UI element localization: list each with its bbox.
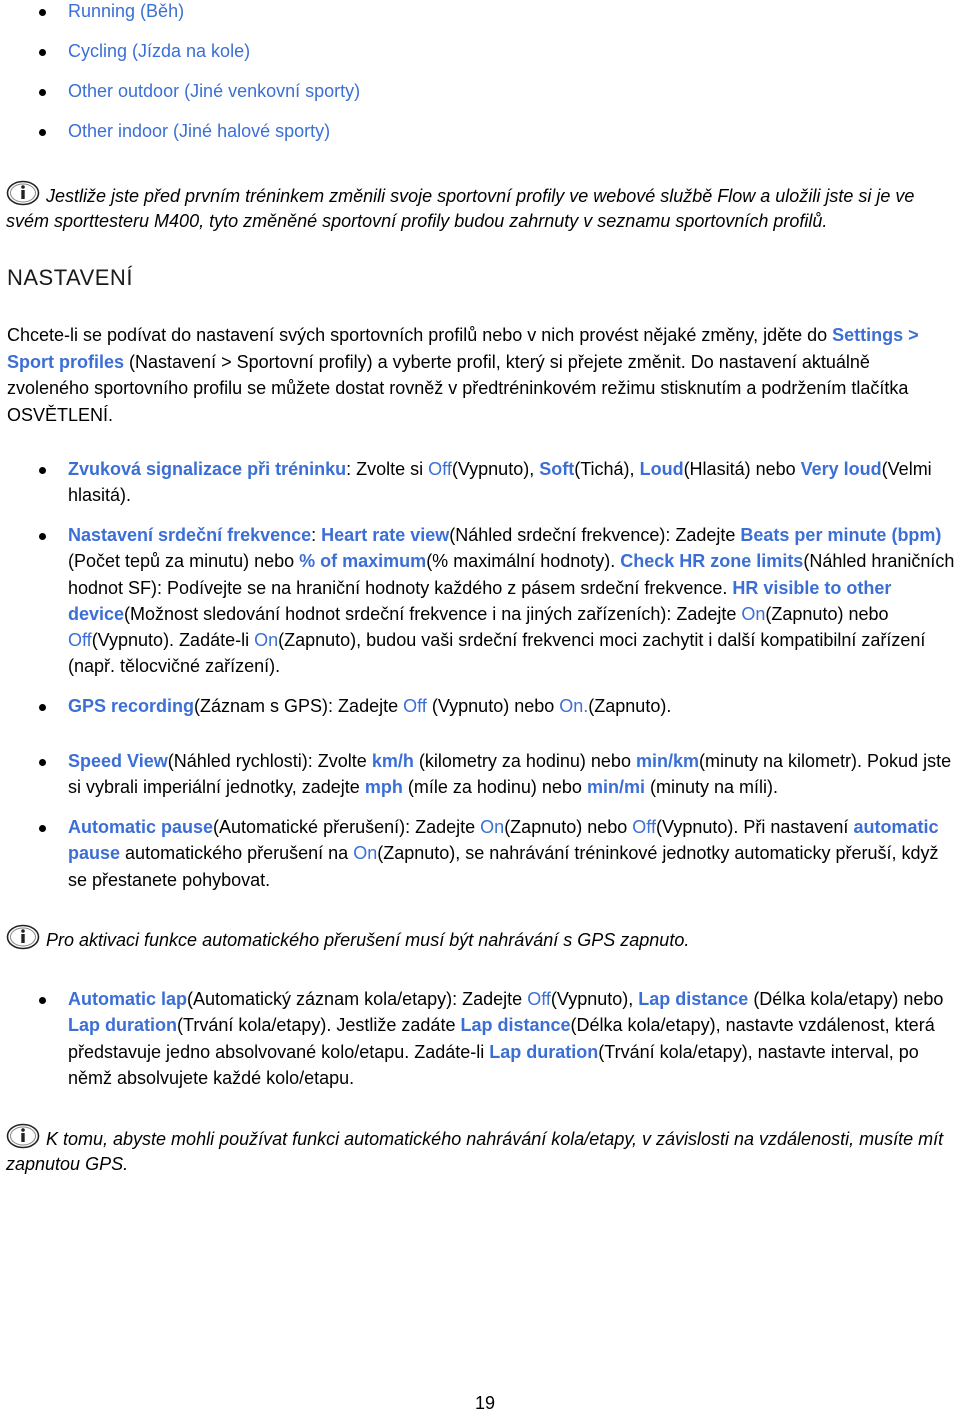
option-lap-distance: Lap distance xyxy=(460,1015,571,1036)
setting-item-sound xyxy=(0,456,960,509)
section-title: NASTAVENÍ xyxy=(7,265,133,290)
setting-title: Automatic lap xyxy=(68,989,188,1009)
setting-text-part: (kilometry za hodinu) nebo xyxy=(418,751,631,771)
bullet-icon xyxy=(39,129,46,136)
setting-text-part: : Zvolte si xyxy=(346,459,424,479)
setting-text-part: (Zapnuto) nebo xyxy=(765,603,889,624)
option-very-loud: Very loud xyxy=(800,459,882,479)
setting-text-part: (Velmi hlasitá). xyxy=(68,459,932,506)
option-off: Off xyxy=(403,696,427,716)
setting-item-gps xyxy=(0,693,960,719)
bullet-icon xyxy=(39,825,46,832)
setting-text-part: (Tichá), xyxy=(574,459,635,479)
list-item-label: Other outdoor (Jiné venkovní sporty) xyxy=(68,81,361,101)
option-bpm: Beats per minute (bpm) xyxy=(740,525,942,545)
setting-text-part: (minuty na míli). xyxy=(649,777,779,798)
setting-text-part: (Zapnuto), budou vaši srdeční frekvenci moci zachytit i další kompatibilní zařízení (např. tělocvičné zařízení). xyxy=(68,630,926,677)
setting-item-automatic-pause xyxy=(0,814,960,893)
setting-title: Automatic pause xyxy=(68,817,214,837)
intro-text: Chcete-li se podívat do nastavení svých sportovních profilů nebo v nich provést nějaké změny, jděte do xyxy=(7,325,828,345)
option-off: Off xyxy=(428,459,452,479)
setting-item-automatic-lap xyxy=(0,986,960,1091)
option-on: On xyxy=(353,843,378,864)
setting-item-heart-rate xyxy=(0,522,960,680)
setting-title: Nastavení srdeční frekvence xyxy=(68,525,312,545)
page-number: 19 xyxy=(474,1393,496,1413)
setting-text-part: (Zapnuto) nebo xyxy=(504,817,628,837)
note-text: K tomu, abyste mohli používat funkci automatického nahrávání kola/etapy, v závislosti na vzdálenosti, musíte mít zapnutou GPS. xyxy=(6,1129,944,1174)
setting-text-part: (Délka kola/etapy), nastavte vzdálenost, která představuje jedno absolvované kolo/etapu. Zadáte-li xyxy=(68,1015,935,1062)
option-loud: Loud xyxy=(639,459,684,479)
bullet-icon xyxy=(39,89,46,96)
note-text: Pro aktivaci funkce automatického přerušení musí být nahrávání s GPS zapnuto. xyxy=(46,930,690,950)
info-icon xyxy=(6,924,40,950)
list-item xyxy=(0,0,700,26)
option-soft: Soft xyxy=(539,459,575,479)
setting-text-part: (Náhled rychlosti): Zvolte xyxy=(167,751,367,771)
option-lap-distance: Lap distance xyxy=(638,989,749,1009)
setting-text-part: (Náhled hraničních hodnot SF): Podívejte se na hraniční hodnoty každého z pásem srdeční frekvence. xyxy=(68,551,955,598)
setting-text-part: (Hlasitá) nebo xyxy=(683,459,796,479)
setting-text-part: (Automatický záznam kola/etapy): Zadejte xyxy=(187,989,523,1009)
setting-text-part: (Délka kola/etapy) nebo xyxy=(753,989,944,1009)
intro-text: (Nastavení > Sportovní profily) a vyberte profil, který si přejete změnit. Do nastavení aktuálně zvoleného sportovního profilu se můžete dostat rovněž v předtréninkovém režimu stisknutím a podržením tlačítka OSVĚTLENÍ. xyxy=(7,351,909,425)
intro-paragraph xyxy=(7,322,955,428)
option-on: On. xyxy=(559,696,589,716)
setting-text-part: (Trvání kola/etapy). Jestliže zadáte xyxy=(177,1015,456,1036)
list-item xyxy=(0,40,700,66)
option-mph: mph xyxy=(364,777,403,798)
option-lap-duration: Lap duration xyxy=(68,1015,177,1036)
setting-text-part: (Vypnuto), xyxy=(550,989,634,1009)
setting-text-part: automatického přerušení na xyxy=(125,843,349,864)
option-min-mi: min/mi xyxy=(586,777,645,798)
option-min-km: min/km xyxy=(635,751,699,771)
option-on: On xyxy=(254,630,279,651)
settings-path-link[interactable]: Settings > Sport profiles xyxy=(7,325,919,372)
setting-text-part: (Vypnuto). Zadáte-li xyxy=(91,630,250,651)
setting-text-part: (Náhled srdeční frekvence): Zadejte xyxy=(449,525,736,545)
setting-text-part: : xyxy=(311,525,317,545)
bullet-icon xyxy=(39,759,46,766)
setting-text-part: (Vypnuto). Při nastavení xyxy=(655,817,849,837)
option-hr-visible: HR visible to other device xyxy=(68,577,892,624)
option-on: On xyxy=(480,817,505,837)
setting-title: Speed View xyxy=(68,751,168,771)
option-automatic-pause: automatic pause xyxy=(68,817,939,864)
option-on: On xyxy=(741,603,766,624)
setting-text xyxy=(68,693,958,719)
info-icon xyxy=(6,180,40,206)
bullet-icon xyxy=(39,9,46,16)
setting-text-part: (Počet tepů za minutu) nebo xyxy=(68,551,295,572)
setting-text-part: (míle za hodinu) nebo xyxy=(407,777,582,798)
setting-text-part: (Zapnuto), se nahrávání tréninkové jednotky automaticky přeruší, když se přestanete pohybovat. xyxy=(68,843,939,890)
setting-text-part: (Zapnuto). xyxy=(588,696,672,716)
option-heart-rate-view: Heart rate view xyxy=(321,525,450,545)
setting-text-part: (minuty na kilometr). Pokud jste si vybrali imperiální jednotky, zadejte xyxy=(68,751,952,798)
setting-text-part: (Automatické přerušení): Zadejte xyxy=(213,817,476,837)
setting-item-speed-view xyxy=(0,748,960,801)
setting-text xyxy=(68,986,958,1091)
bullet-icon xyxy=(39,997,46,1004)
option-off: Off xyxy=(632,817,656,837)
setting-text-part: (Trvání kola/etapy), nastavte interval, po němž absolvujete každé kolo/etapu. xyxy=(68,1041,919,1088)
option-lap-duration: Lap duration xyxy=(489,1041,599,1062)
option-kmh: km/h xyxy=(371,751,414,771)
bullet-icon xyxy=(39,49,46,56)
setting-text-part: (% maximální hodnoty). xyxy=(426,551,616,572)
setting-text-part: (Možnost sledování hodnot srdeční frekvence i na jiných zařízeních): Zadejte xyxy=(124,603,737,624)
info-note xyxy=(6,924,956,953)
setting-text xyxy=(68,748,958,801)
bullet-icon xyxy=(39,704,46,711)
setting-text-part: (Vypnuto) nebo xyxy=(431,696,555,716)
setting-text-part: (Vypnuto), xyxy=(451,459,535,479)
bullet-icon xyxy=(39,533,46,540)
setting-text-part: (Záznam s GPS): Zadejte xyxy=(194,696,399,716)
list-item-label: Running (Běh) xyxy=(68,1,185,21)
bullet-icon xyxy=(39,467,46,474)
option-off: Off xyxy=(527,989,551,1009)
option-percent-max: % of maximum xyxy=(299,551,427,572)
info-icon xyxy=(6,1123,40,1149)
note-text: Jestliže jste před prvním tréninkem změnili svoje sportovní profily ve webové službě Flow a uložili jste si je ve svém sporttesteru M400, tyto změněné sportovní profily budou zahrnuty v seznamu sportovních profilů. xyxy=(6,186,915,231)
setting-text xyxy=(68,456,958,509)
list-item-label: Cycling (Jízda na kole) xyxy=(68,41,251,61)
list-item-label: Other indoor (Jiné halové sporty) xyxy=(68,121,331,141)
info-note xyxy=(6,1123,956,1177)
setting-text xyxy=(68,814,958,893)
option-check-hr-zone: Check HR zone limits xyxy=(620,551,804,572)
setting-title: Zvuková signalizace při tréninku xyxy=(68,459,347,479)
info-note xyxy=(6,180,956,234)
setting-title: GPS recording xyxy=(68,696,195,716)
list-item xyxy=(0,120,700,146)
option-off: Off xyxy=(68,630,92,651)
list-item xyxy=(0,80,700,106)
setting-text xyxy=(68,522,958,680)
